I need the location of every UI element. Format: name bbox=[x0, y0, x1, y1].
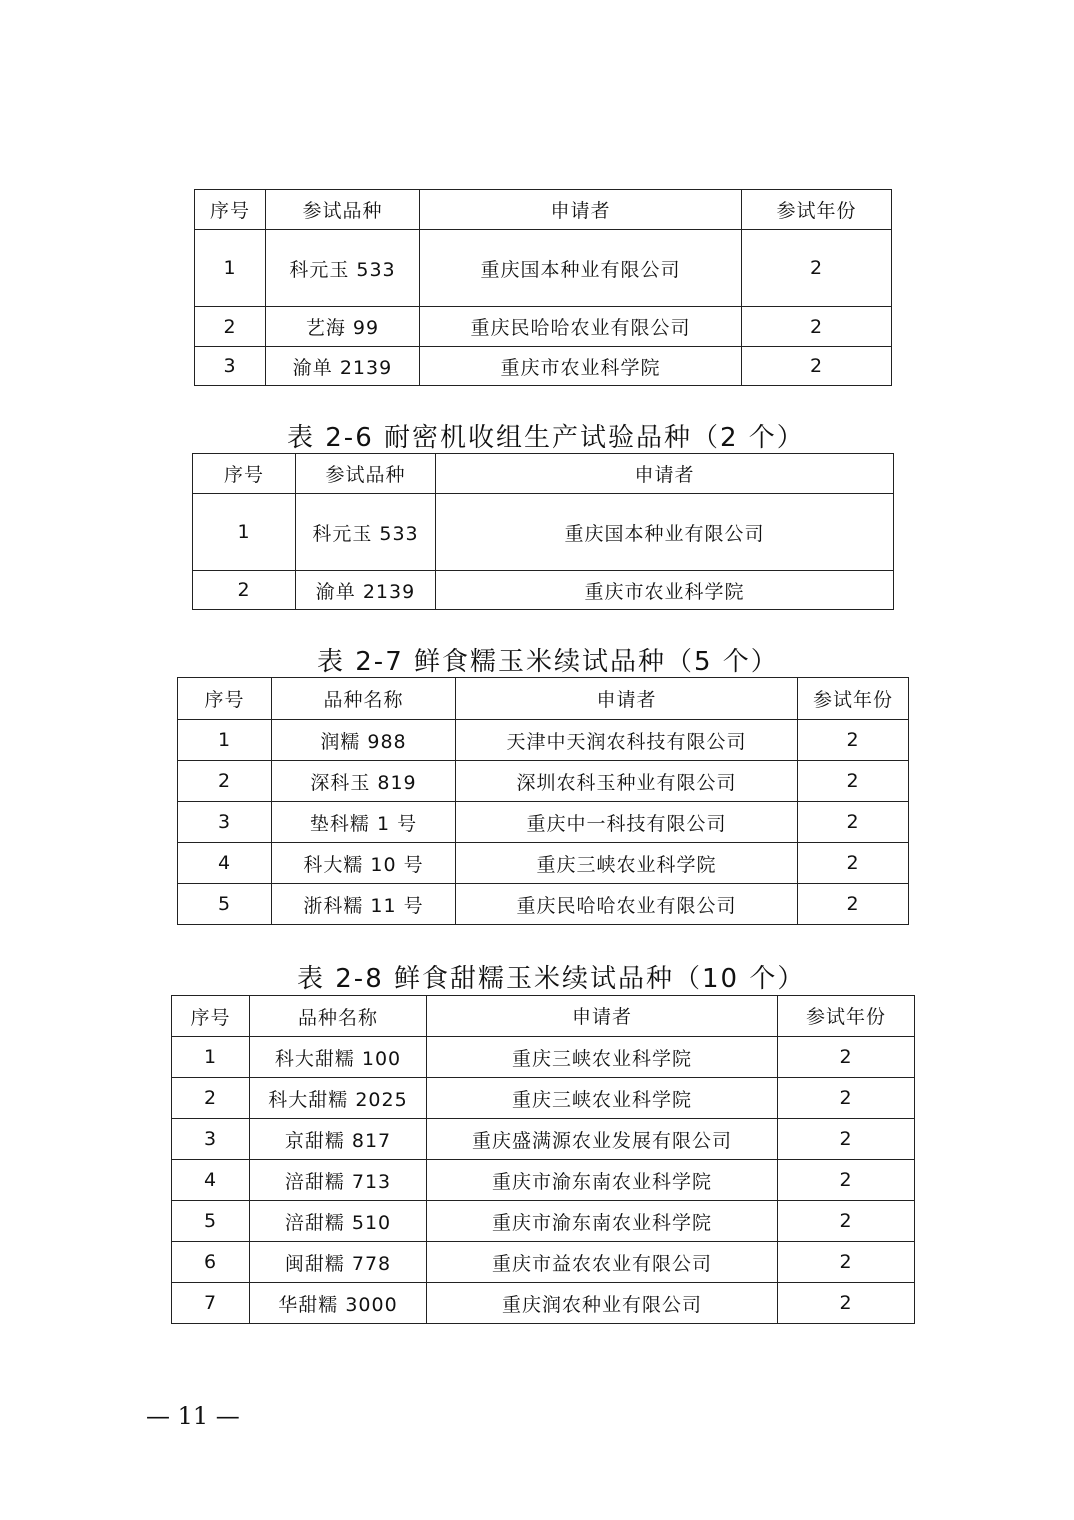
table-2-5 bbox=[194, 189, 892, 386]
table-cell: 垫科糯 1 号 bbox=[272, 802, 456, 843]
table-cell: 浙科糯 11 号 bbox=[272, 884, 456, 925]
table-cell: 渝单 2139 bbox=[266, 347, 420, 386]
table-cell: 科大甜糯 100 bbox=[250, 1037, 427, 1078]
table-cell: 重庆润农种业有限公司 bbox=[427, 1283, 778, 1324]
table-cell: 2 bbox=[798, 761, 909, 802]
table-cell: 4 bbox=[172, 1160, 250, 1201]
table-cell: 2 bbox=[778, 1037, 915, 1078]
table-cell: 深科玉 819 bbox=[272, 761, 456, 802]
table-cell: 重庆盛满源农业发展有限公司 bbox=[427, 1119, 778, 1160]
table-header-row bbox=[195, 190, 892, 230]
table-cell: 5 bbox=[172, 1201, 250, 1242]
table-cell: 涪甜糯 510 bbox=[250, 1201, 427, 1242]
table-2-6-title: 表 2-6 耐密机收组生产试验品种（2 个） bbox=[287, 423, 805, 453]
table-cell: 天津中天润农科技有限公司 bbox=[456, 720, 798, 761]
table-cell: 闽甜糯 778 bbox=[250, 1242, 427, 1283]
table-cell: 渝单 2139 bbox=[296, 571, 436, 610]
table-cell: 2 bbox=[798, 802, 909, 843]
table-cell: 7 bbox=[172, 1283, 250, 1324]
table-cell: 1 bbox=[193, 494, 296, 571]
table-cell: 深圳农科玉种业有限公司 bbox=[456, 761, 798, 802]
table-cell: 重庆市渝东南农业科学院 bbox=[427, 1160, 778, 1201]
table-cell: 重庆民哈哈农业有限公司 bbox=[420, 307, 742, 347]
table-2-8-title: 表 2-8 鲜食甜糯玉米续试品种（10 个） bbox=[297, 964, 806, 994]
table-cell: 重庆民哈哈农业有限公司 bbox=[456, 884, 798, 925]
table-cell: 重庆国本种业有限公司 bbox=[420, 230, 742, 307]
table-row bbox=[172, 1160, 915, 1201]
table-row bbox=[178, 802, 909, 843]
table-cell: 重庆市渝东南农业科学院 bbox=[427, 1201, 778, 1242]
table-cell: 科元玉 533 bbox=[266, 230, 420, 307]
table-cell: 涪甜糯 713 bbox=[250, 1160, 427, 1201]
table-cell: 重庆三峡农业科学院 bbox=[427, 1078, 778, 1119]
header-cell: 申请者 bbox=[427, 996, 778, 1037]
table-2-7-title: 表 2-7 鲜食糯玉米续试品种（5 个） bbox=[317, 647, 779, 677]
table-cell: 重庆三峡农业科学院 bbox=[427, 1037, 778, 1078]
header-cell: 参试年份 bbox=[742, 190, 892, 230]
table-cell: 3 bbox=[178, 802, 272, 843]
table-cell: 2 bbox=[195, 307, 266, 347]
table-cell: 2 bbox=[193, 571, 296, 610]
table-cell: 3 bbox=[172, 1119, 250, 1160]
table-cell: 科元玉 533 bbox=[296, 494, 436, 571]
header-cell: 参试品种 bbox=[266, 190, 420, 230]
table-cell: 2 bbox=[778, 1201, 915, 1242]
table-cell: 1 bbox=[178, 720, 272, 761]
table-cell: 重庆市益农农业有限公司 bbox=[427, 1242, 778, 1283]
table-row bbox=[172, 1283, 915, 1324]
table-cell: 2 bbox=[778, 1160, 915, 1201]
table-row bbox=[193, 494, 894, 571]
table-cell: 重庆中一科技有限公司 bbox=[456, 802, 798, 843]
table-row bbox=[193, 571, 894, 610]
table-row bbox=[172, 1242, 915, 1283]
table-cell: 2 bbox=[178, 761, 272, 802]
table-row bbox=[178, 843, 909, 884]
table-cell: 5 bbox=[178, 884, 272, 925]
table-cell: 4 bbox=[178, 843, 272, 884]
table-cell: 2 bbox=[742, 230, 892, 307]
table-row bbox=[195, 307, 892, 347]
table-row bbox=[178, 884, 909, 925]
table-header-row bbox=[193, 454, 894, 494]
table-cell: 重庆市农业科学院 bbox=[436, 571, 894, 610]
header-cell: 品种名称 bbox=[272, 678, 456, 720]
table-cell: 京甜糯 817 bbox=[250, 1119, 427, 1160]
page-number: — 11 — bbox=[146, 1402, 240, 1430]
header-cell: 序号 bbox=[172, 996, 250, 1037]
table-cell: 1 bbox=[195, 230, 266, 307]
table-cell: 艺海 99 bbox=[266, 307, 420, 347]
table-row bbox=[172, 1078, 915, 1119]
table-cell: 华甜糯 3000 bbox=[250, 1283, 427, 1324]
table-2-6 bbox=[192, 453, 894, 610]
table-cell: 2 bbox=[742, 347, 892, 386]
header-cell: 申请者 bbox=[436, 454, 894, 494]
table-cell: 2 bbox=[778, 1283, 915, 1324]
table-cell: 2 bbox=[798, 884, 909, 925]
table-2-7 bbox=[177, 677, 909, 925]
table-cell: 2 bbox=[778, 1242, 915, 1283]
header-cell: 参试年份 bbox=[798, 678, 909, 720]
table-cell: 2 bbox=[742, 307, 892, 347]
table-cell: 重庆国本种业有限公司 bbox=[436, 494, 894, 571]
table-row bbox=[178, 720, 909, 761]
table-cell: 重庆三峡农业科学院 bbox=[456, 843, 798, 884]
table-cell: 6 bbox=[172, 1242, 250, 1283]
table-cell: 科大糯 10 号 bbox=[272, 843, 456, 884]
table-cell: 2 bbox=[798, 843, 909, 884]
header-cell: 序号 bbox=[178, 678, 272, 720]
table-row bbox=[172, 1201, 915, 1242]
table-row bbox=[178, 761, 909, 802]
table-cell: 润糯 988 bbox=[272, 720, 456, 761]
table-header-row bbox=[172, 996, 915, 1037]
table-cell: 2 bbox=[172, 1078, 250, 1119]
table-row bbox=[172, 1119, 915, 1160]
header-cell: 参试品种 bbox=[296, 454, 436, 494]
table-row bbox=[172, 1037, 915, 1078]
table-cell: 3 bbox=[195, 347, 266, 386]
table-cell: 1 bbox=[172, 1037, 250, 1078]
header-cell: 序号 bbox=[193, 454, 296, 494]
table-row bbox=[195, 347, 892, 386]
header-cell: 申请者 bbox=[456, 678, 798, 720]
table-cell: 科大甜糯 2025 bbox=[250, 1078, 427, 1119]
header-cell: 申请者 bbox=[420, 190, 742, 230]
table-cell: 2 bbox=[778, 1078, 915, 1119]
table-row bbox=[195, 230, 892, 307]
table-2-8 bbox=[171, 995, 915, 1324]
header-cell: 品种名称 bbox=[250, 996, 427, 1037]
header-cell: 参试年份 bbox=[778, 996, 915, 1037]
table-cell: 2 bbox=[778, 1119, 915, 1160]
header-cell: 序号 bbox=[195, 190, 266, 230]
table-header-row bbox=[178, 678, 909, 720]
table-cell: 重庆市农业科学院 bbox=[420, 347, 742, 386]
table-cell: 2 bbox=[798, 720, 909, 761]
